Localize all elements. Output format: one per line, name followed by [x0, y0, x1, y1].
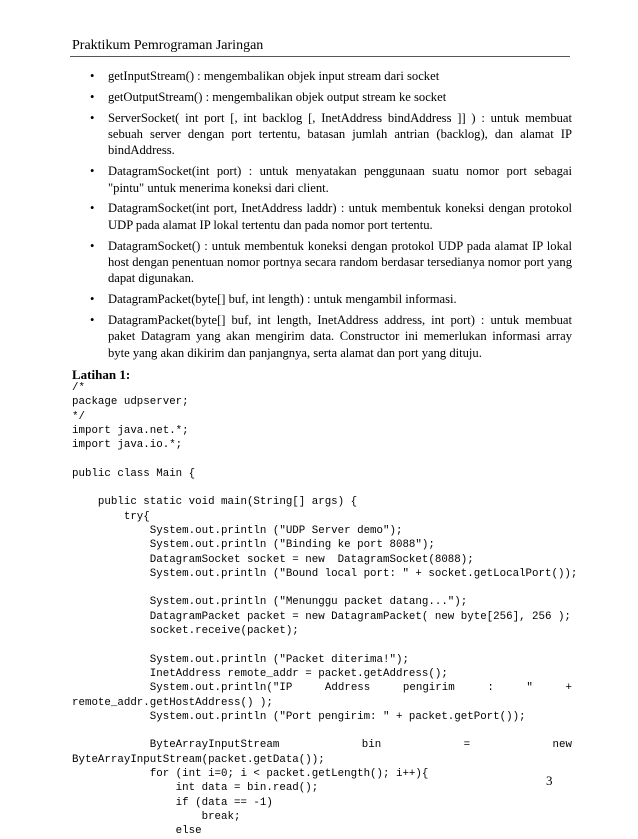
- code-token: bin: [361, 739, 382, 752]
- bullet-icon: •: [90, 313, 95, 328]
- code-listing: [72, 381, 578, 839]
- code-line: public class Main {: [72, 467, 196, 480]
- list-item-text: getOutputStream() : mengembalikan objek output stream ke socket: [108, 89, 447, 104]
- code-token: +: [565, 682, 572, 695]
- code-line: ByteArrayInputStream(packet.getData());: [72, 753, 325, 766]
- code-line: public static void main(String[] args) {: [72, 496, 358, 509]
- bullet-icon: •: [90, 69, 95, 83]
- section-heading: Latihan 1:: [72, 367, 131, 382]
- code-line: System.out.println ("Packet diterima!");: [72, 653, 409, 666]
- code-line: else: [72, 825, 202, 838]
- bullet-icon: •: [90, 238, 95, 253]
- code-token: System.out.println("IP: [72, 682, 293, 695]
- code-line: System.out.println ("UDP Server demo");: [72, 524, 403, 537]
- list-item: [72, 110, 572, 159]
- list-item: [72, 312, 572, 361]
- code-line: InetAddress remote_addr = packet.getAddress();: [72, 667, 448, 680]
- bullet-icon: •: [90, 164, 95, 179]
- list-item: [72, 238, 572, 287]
- page-header-title: Praktikum Pemrograman Jaringan: [72, 38, 264, 53]
- list-item-text: getInputStream() : mengembalikan objek input stream dari socket: [108, 69, 440, 83]
- code-line: System.out.println ("Binding ke port 8088");: [72, 539, 435, 552]
- list-item: [72, 200, 572, 233]
- bullet-icon: •: [90, 110, 95, 125]
- bullet-icon: •: [90, 292, 95, 307]
- code-token: =: [463, 739, 471, 752]
- code-line: import java.io.*;: [72, 439, 183, 452]
- code-line: socket.receive(packet);: [72, 625, 299, 638]
- code-token: pengirim: [402, 682, 455, 695]
- code-line: System.out.println ("Bound local port: " + socket.getLocalPort());: [72, 567, 578, 580]
- code-line: System.out.println ("Menunggu packet datang...");: [72, 596, 468, 609]
- code-line-justified: [72, 681, 572, 695]
- code-line-justified: [72, 738, 572, 752]
- list-item-text: DatagramSocket(int port, InetAddress laddr) : untuk membentuk koneksi dengan protokol UDP pada alamat IP lokal tertentu dan pada nomor port tertentu.: [108, 201, 572, 232]
- code-line: */: [72, 410, 85, 423]
- list-item: [72, 89, 572, 105]
- code-line: DatagramSocket socket = new DatagramSocket(8088);: [72, 553, 474, 566]
- code-token: new: [552, 739, 572, 752]
- code-line: for (int i=0; i < packet.getLength(); i++){: [72, 768, 429, 781]
- code-line: import java.net.*;: [72, 424, 189, 437]
- list-item-text: DatagramSocket() : untuk membentuk koneksi dengan protokol UDP pada alamat IP lokal host dengan penentuan nomor portnya secara random berdasar tersedianya nomor port yang dapat digunakan.: [108, 238, 572, 286]
- list-item-text: DatagramPacket(byte[] buf, int length, InetAddress address, int port) : untuk membuat paket Datagram yang akan mengirim data. Constructor ini memerlukan informasi array byte yang akan dikirim dan panjangnya, serta alamat dan port yang dituju.: [108, 313, 572, 360]
- list-item: [72, 163, 572, 196]
- list-item-text: ServerSocket( int port [, int backlog [, InetAddress bindAddress ]] ) : untuk membuat sebuah server dengan port tertentu, batasan jumlah antrian (backlog), dan alamat IP bindAddress.: [108, 110, 572, 158]
- code-line: [72, 724, 572, 738]
- code-line: [72, 452, 572, 466]
- code-token: ByteArrayInputStream: [72, 739, 280, 752]
- code-token: Address: [324, 682, 371, 695]
- list-item: [72, 291, 572, 307]
- code-line: int data = bin.read();: [72, 782, 319, 795]
- list-item-text: DatagramPacket(byte[] buf, int length) : untuk mengambil informasi.: [108, 292, 457, 307]
- code-line: System.out.println ("Port pengirim: " + packet.getPort());: [72, 710, 526, 723]
- code-token: :: [487, 682, 494, 695]
- code-line: try{: [72, 510, 150, 523]
- code-line: if (data == -1): [72, 796, 273, 809]
- code-line: /*: [72, 382, 85, 394]
- bullet-icon: •: [90, 89, 95, 104]
- list-item-text: DatagramSocket(int port) : untuk menyatakan penggunaan suatu nomor port sebagai "pintu" untuk menerima koneksi dari client.: [108, 164, 572, 195]
- bullet-icon: •: [90, 201, 95, 216]
- code-line: break;: [72, 810, 241, 823]
- header-divider: [70, 56, 570, 57]
- code-line: [72, 481, 572, 495]
- page-number: 3: [546, 773, 553, 788]
- list-item: [72, 68, 572, 84]
- code-line: [72, 638, 572, 652]
- method-list: [72, 68, 572, 366]
- code-token: ": [526, 682, 533, 695]
- code-line: package udpserver;: [72, 396, 189, 409]
- code-line: [72, 581, 572, 595]
- code-line: remote_addr.getHostAddress() );: [72, 696, 273, 709]
- code-line: DatagramPacket packet = new DatagramPacket( new byte[256], 256 );: [72, 610, 571, 623]
